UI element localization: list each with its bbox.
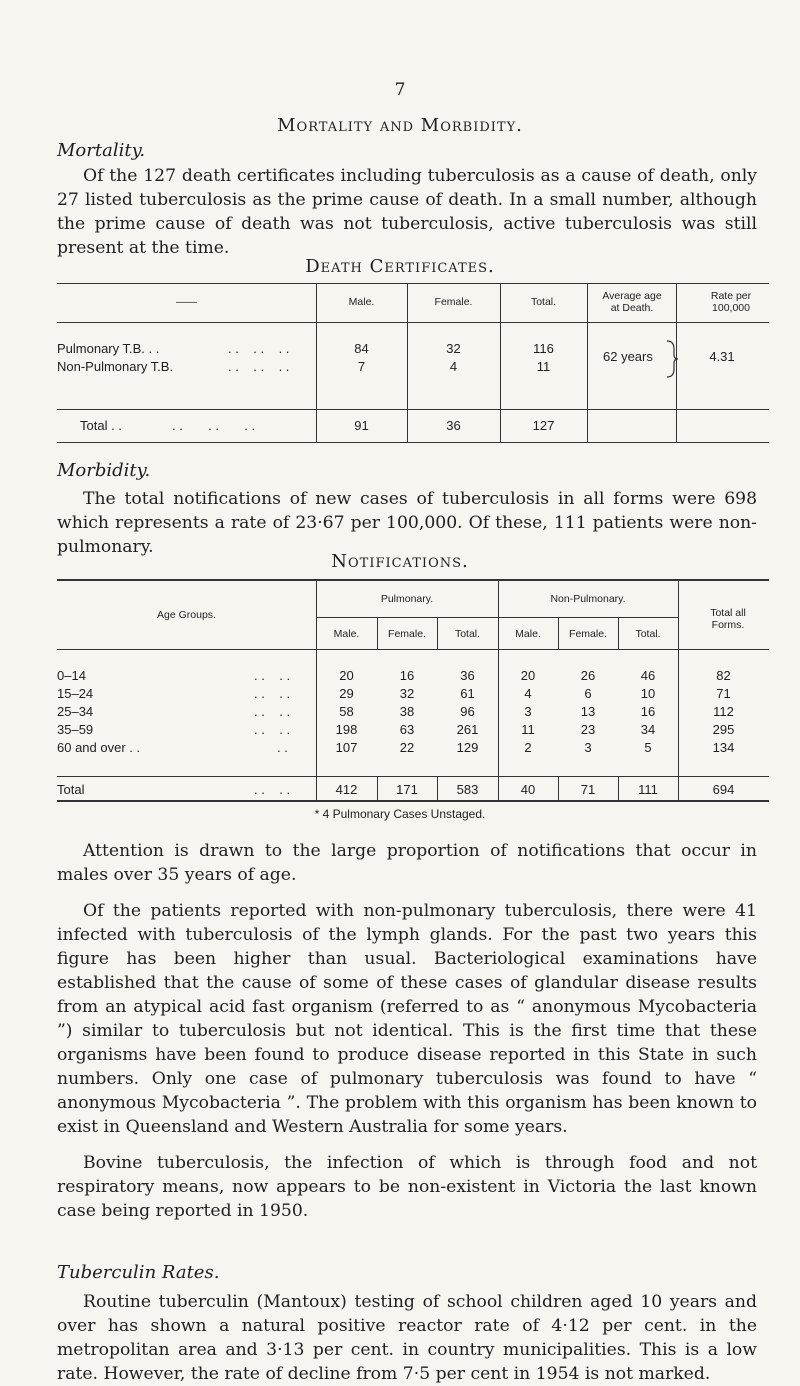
notif-age-label: 60 and over . . xyxy=(57,740,141,755)
morbidity-paragraph xyxy=(57,487,757,559)
notif-age-label: 25–34 xyxy=(57,704,94,719)
notif-header-pulmonary: Pulmonary. xyxy=(380,593,434,605)
notif-n-female: 6 xyxy=(584,686,592,701)
death-row-nonpulmonary-label: Non-Pulmonary T.B. xyxy=(57,359,174,374)
page-number: 7 xyxy=(394,80,406,100)
notif-p-female: 38 xyxy=(399,704,415,719)
notif-n-male: 2 xyxy=(524,740,532,755)
notif-age-label: 15–24 xyxy=(57,686,94,701)
death-header-total: Total. xyxy=(530,296,557,308)
notif-header-n-male: Male. xyxy=(515,628,541,640)
notif-age-label: 35–59 xyxy=(57,722,94,737)
death-total-label: Total . . xyxy=(80,418,122,433)
leader-dots: . . . . xyxy=(254,782,291,797)
notif-p-male: 107 xyxy=(335,740,358,755)
death-total-total: 127 xyxy=(532,418,555,433)
death-rate-value: 4.31 xyxy=(709,349,735,364)
mortality-text: Of the 127 death certificates including tuberculosis as a cause of death, only 27 listed tuberculosis as the prime cause of death. In a small number, although the prime cause of death was not tuberculosis, active tuberculosis was still present at the time. xyxy=(57,166,757,258)
notif-n-total: 16 xyxy=(640,704,656,719)
page-title: Mortality and Morbidity. xyxy=(277,115,523,136)
morbidity-text: The total notifications of new cases of tuberculosis in all forms were 698 which represents a rate of 23·67 per 100,000. Of these, 111 patients were non-pulmonary. xyxy=(57,489,757,557)
notif-p-total: 96 xyxy=(460,704,475,719)
death-header-female: Female. xyxy=(434,296,473,308)
death-pulmonary-total: 116 xyxy=(533,341,554,356)
notif-header-total-all-forms: Total all Forms. xyxy=(710,607,746,631)
notif-all-forms: 295 xyxy=(712,722,735,737)
death-header-average-age: Average age at Death. xyxy=(602,290,662,314)
notif-p-total: 261 xyxy=(456,722,479,737)
notif-n-total: 10 xyxy=(640,686,656,701)
death-average-age-value: 62 years xyxy=(603,349,653,364)
leader-dots: . . . . xyxy=(254,704,291,719)
notif-total-p-male: 412 xyxy=(335,782,358,797)
notif-p-female: 32 xyxy=(399,686,415,701)
notif-n-female: 3 xyxy=(584,740,592,755)
notif-age-label: 0–14 xyxy=(57,668,86,683)
notif-p-male: 58 xyxy=(339,704,354,719)
mortality-paragraph xyxy=(57,164,757,260)
death-nonpulmonary-female: 4 xyxy=(449,359,458,374)
body-paragraphs xyxy=(57,839,757,1223)
leader-dots: . . . . xyxy=(254,722,291,737)
leader-dots: . . . . . . xyxy=(172,418,256,433)
notif-n-female: 26 xyxy=(580,668,596,683)
notif-all-forms: 82 xyxy=(716,668,731,683)
tuberculin-text: Routine tuberculin (Mantoux) testing of school children aged 10 years and over has shown a natural positive reactor rate of 4·12 per cent. in the metropolitan area and 3·13 per cent. in country municipalities. This is a low rate. However, the rate of decline from 7·5 per cent in 1954 is not marked. xyxy=(57,1292,757,1384)
paragraph-males-over-35: Attention is drawn to the large proportion of notifications that occur in males over 35 years of age. xyxy=(57,841,757,885)
notif-p-total: 129 xyxy=(456,740,479,755)
death-nonpulmonary-male: 7 xyxy=(357,359,366,374)
notifications-table-title: Notifications. xyxy=(331,551,469,572)
notif-n-male: 3 xyxy=(524,704,532,719)
notif-header-p-total: Total. xyxy=(454,628,481,640)
notif-p-female: 63 xyxy=(399,722,415,737)
notif-n-female: 23 xyxy=(580,722,596,737)
leader-dots: . . . . xyxy=(254,668,291,683)
notif-p-female: 16 xyxy=(399,668,415,683)
notif-all-forms: 71 xyxy=(716,686,731,701)
death-header-rate: Rate per 100,000 xyxy=(710,290,752,314)
notif-all-forms: 134 xyxy=(712,740,735,755)
notif-p-male: 29 xyxy=(339,686,354,701)
death-row-pulmonary-label: Pulmonary T.B. . . xyxy=(57,341,160,356)
notif-p-total: 36 xyxy=(460,668,475,683)
tuberculin-subheading: Tuberculin Rates. xyxy=(57,1262,220,1283)
notif-n-male: 11 xyxy=(521,722,535,737)
leader-dots: . . . . xyxy=(254,686,291,701)
notif-total-all-forms: 694 xyxy=(712,782,735,797)
mortality-subheading: Mortality. xyxy=(57,140,146,161)
notif-n-male: 20 xyxy=(520,668,536,683)
notif-header-p-female: Female. xyxy=(388,628,426,640)
tuberculin-paragraph xyxy=(57,1290,757,1384)
notif-total-n-female: 71 xyxy=(580,782,596,797)
notif-total-p-total: 583 xyxy=(456,782,479,797)
notifications-footnote: * 4 Pulmonary Cases Unstaged. xyxy=(314,807,486,821)
death-pulmonary-female: 32 xyxy=(446,341,461,356)
notif-n-total: 46 xyxy=(640,668,656,683)
death-total-male: 91 xyxy=(354,418,369,433)
notif-total-label: Total xyxy=(57,782,85,797)
notif-p-female: 22 xyxy=(399,740,415,755)
notif-total-p-female: 171 xyxy=(396,782,418,797)
notif-n-female: 13 xyxy=(580,704,596,719)
paragraph-bovine: Bovine tuberculosis, the infection of which is through food and not respiratory means, now appears to be non-existent in Victoria the last known case being reported in 1950. xyxy=(57,1153,757,1221)
notif-n-male: 4 xyxy=(524,686,532,701)
death-total-female: 36 xyxy=(446,418,461,433)
notif-header-age-groups: Age Groups. xyxy=(157,609,216,621)
notif-total-n-male: 40 xyxy=(520,782,536,797)
death-header-blank: —— xyxy=(176,296,197,308)
notif-all-forms: 112 xyxy=(713,704,734,719)
paragraph-non-pulmonary: Of the patients reported with non-pulmonary tuberculosis, there were 41 infected with tuberculosis of the lymph glands. For the past two years this figure has been higher than usual. Bacteriological examinations have established that the cause of some of these cases of glandular disease results from an atypical acid fast organism (referred to as “ anonymous Mycobacteria ”) similar to tuberculosis but not identical. This is the first time that these organisms have been found to produce disease reported in this State in such numbers. Only one case of pulmonary tuberculosis was found to have “ anonymous Mycobacteria ”. The problem with this organism has been known to exist in Queensland and Western Australia for some years. xyxy=(57,901,757,1137)
death-table-title: Death Certificates. xyxy=(305,256,495,277)
death-header-male: Male. xyxy=(348,296,375,308)
leader-dots: . . xyxy=(277,740,288,755)
leader-dots: . . . . . . xyxy=(228,341,290,356)
death-nonpulmonary-total: 11 xyxy=(536,359,551,374)
notif-n-total: 5 xyxy=(644,740,652,755)
notif-p-total: 61 xyxy=(460,686,475,701)
notif-p-male: 20 xyxy=(339,668,354,683)
notif-header-p-male: Male. xyxy=(333,628,360,640)
notif-header-n-total: Total. xyxy=(635,628,661,640)
morbidity-subheading: Morbidity. xyxy=(57,460,151,481)
notif-header-n-female: Female. xyxy=(569,628,607,640)
notif-header-non-pulmonary: Non-Pulmonary. xyxy=(550,593,626,605)
leader-dots: . . . . . . xyxy=(228,359,290,374)
notif-n-total: 34 xyxy=(640,722,656,737)
notif-p-male: 198 xyxy=(335,722,358,737)
notif-total-n-total: 111 xyxy=(638,782,658,797)
death-pulmonary-male: 84 xyxy=(354,341,369,356)
